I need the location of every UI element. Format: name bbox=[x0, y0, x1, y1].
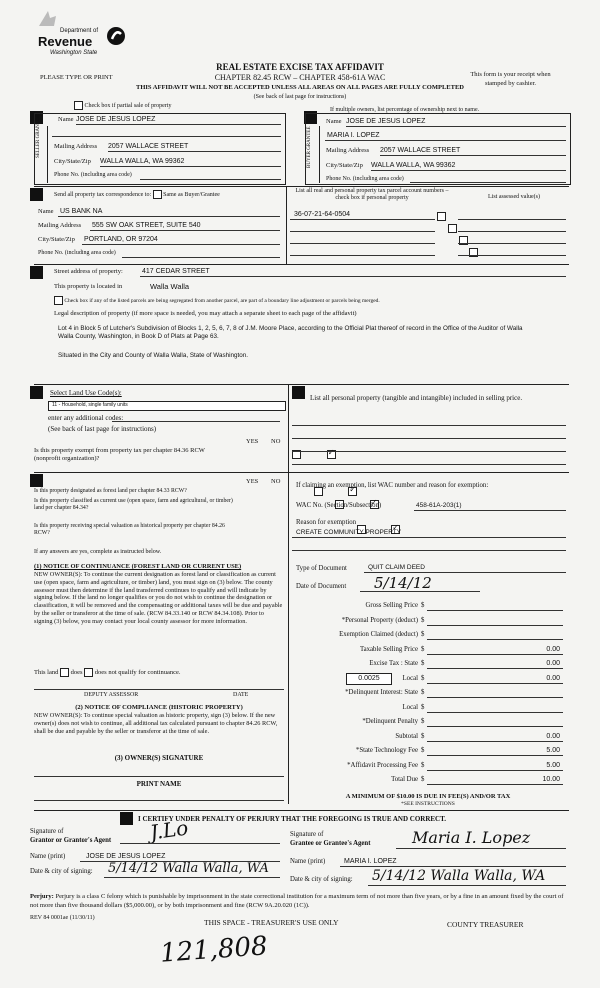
seller-city: WALLA WALLA, WA 99362 bbox=[100, 158, 185, 165]
corr-name: US BANK NA bbox=[60, 208, 103, 215]
tax-row-label: *Delinquent Interest: State bbox=[345, 689, 418, 696]
grantee-sig-label-2: Grantee or Grantee's Agent bbox=[290, 840, 371, 847]
wac-label: WAC No. (Section/Subsection) bbox=[296, 502, 382, 509]
yes-header-2: YES bbox=[246, 478, 259, 485]
doc-date-value: 5/14/12 bbox=[374, 574, 432, 592]
does-checkbox[interactable] bbox=[60, 668, 69, 677]
does-not-checkbox[interactable] bbox=[84, 668, 93, 677]
same-as-buyer-checkbox[interactable] bbox=[153, 190, 162, 199]
form-number: REV 84 0001ae (11/30/11) bbox=[30, 915, 95, 921]
form-subtitle: CHAPTER 82.45 RCW – CHAPTER 458-61A WAC bbox=[214, 73, 386, 82]
exemption-label: If claiming an exemption, list WAC number and reason for exemption: bbox=[296, 482, 489, 489]
correspondence-label: Send all property tax correspondence to: bbox=[54, 191, 152, 198]
tax-row-currency: $ bbox=[421, 645, 425, 653]
tax-row-currency: $ bbox=[421, 616, 425, 624]
wac-value: 458-61A-203(1) bbox=[416, 502, 462, 509]
located-value: Walla Walla bbox=[150, 282, 190, 291]
located-label: This property is located in bbox=[54, 283, 123, 290]
reason-label: Reason for exemption bbox=[296, 519, 357, 526]
treasurer-space: THIS SPACE - TREASURER'S USE ONLY bbox=[204, 918, 339, 927]
seller-address: 2057 WALLACE STREET bbox=[108, 143, 189, 150]
dept-line3: Washington State bbox=[50, 50, 98, 56]
tax-row-currency: $ bbox=[421, 732, 425, 740]
tax-row-label: *Personal Property (deduct) bbox=[341, 616, 418, 624]
seller-name-label: Name bbox=[58, 116, 74, 123]
buyer-phone-label: Phone No. (including area code) bbox=[326, 176, 404, 182]
question-historic: Is this property receiving special valuation as historical property per chapter 84.26 RCW? bbox=[34, 523, 225, 536]
question-current-use: Is this property classified as current use (open space, farm and agricultural, or timber) land per chapter 84.34? bbox=[34, 498, 233, 511]
buyer-name2: MARIA I. LOPEZ bbox=[327, 132, 380, 139]
receipt-note: This form is your receipt when stamped by cashier. bbox=[470, 71, 551, 87]
partial-sale-row bbox=[74, 101, 171, 110]
tax-row-currency: $ bbox=[421, 703, 425, 711]
local-rate-box[interactable]: 0.0025 bbox=[346, 673, 392, 685]
segregated-row bbox=[54, 296, 574, 305]
owner-signature-label: (3) OWNER(S) SIGNATURE bbox=[114, 754, 204, 762]
minimum-note: A MINIMUM OF $10.00 IS DUE IN FEE(S) AND/OR TAX bbox=[345, 793, 511, 800]
no-header-1: NO bbox=[271, 438, 281, 445]
buyer-side-label: BUYER GRANTEE bbox=[307, 126, 312, 168]
continuance-heading: (1) NOTICE OF CONTINUANCE (FOREST LAND OR CURRENT USE) bbox=[34, 563, 242, 570]
tax-row-currency: $ bbox=[421, 660, 425, 667]
tax-row-label: *Delinquent Penalty bbox=[362, 718, 418, 725]
street-label: Street address of property: bbox=[54, 268, 123, 275]
partial-sale-label: Check box if partial sale of property bbox=[84, 102, 172, 109]
no-header-2: NO bbox=[271, 478, 281, 485]
grantor-signature: J.Lo bbox=[148, 815, 190, 845]
land-use-additional: enter any additional codes: bbox=[48, 414, 124, 422]
grantee-sig-label bbox=[290, 830, 370, 848]
tax-row-label: *State Technology Fee bbox=[355, 747, 418, 754]
corr-city-label: City/State/Zip bbox=[38, 236, 75, 243]
buyer-city: WALLA WALLA, WA 99362 bbox=[371, 162, 456, 169]
county-treasurer: COUNTY TREASURER bbox=[447, 920, 524, 929]
tax-row-currency: $ bbox=[421, 674, 425, 682]
deputy-assessor-label: DEPUTY ASSESSOR bbox=[84, 692, 139, 698]
seller-city-label: City/State/Zip bbox=[54, 158, 91, 165]
if-yes-note: If any answers are yes, complete as instructed below. bbox=[34, 549, 162, 555]
legal-description: Lot 4 in Block 5 of Lutcher's Subdivision of Blocks 1, 2, 5, 6, 7, 8 of J.M. Moore Place, according to the Official Plat thereof of record in the Office of the Auditor of Walla Walla County, Washington, in Book D of Plats at Page 63. bbox=[58, 325, 523, 340]
tax-row-value[interactable]: 5.00 bbox=[546, 747, 560, 754]
tax-row-label: Excise Tax : State bbox=[369, 660, 418, 667]
legal-label: Legal description of property (if more space is needed, you may attach a separate sheet to each page of the affidavit) bbox=[54, 310, 357, 317]
tax-row-currency: $ bbox=[421, 602, 425, 609]
corr-name-label: Name bbox=[38, 208, 54, 215]
grantor-date-label: Date & city of signing: bbox=[30, 868, 93, 875]
form-title: REAL ESTATE EXCISE TAX AFFIDAVIT bbox=[216, 62, 384, 72]
section-marker-7 bbox=[292, 386, 305, 399]
please-type: PLEASE TYPE OR PRINT bbox=[40, 74, 113, 81]
tax-row-label: Local bbox=[402, 674, 418, 682]
tax-row-value[interactable]: 0.00 bbox=[546, 674, 560, 682]
seller-side-label: SELLER GRANTOR bbox=[36, 114, 41, 158]
tax-row-value[interactable]: 10.00 bbox=[542, 776, 560, 783]
tax-row-label: Gross Selling Price bbox=[365, 602, 418, 609]
does-not-label: does not qualify for continuance. bbox=[94, 668, 181, 676]
grantor-name-label: Name (print) bbox=[30, 853, 66, 860]
doc-type-value: QUIT CLAIM DEED bbox=[368, 564, 425, 571]
grantor-sig-label-2: Grantor or Grantor's Agent bbox=[30, 837, 112, 844]
segregated-label: Check box if any of the listed parcels are being segregated from another parcel, are part of a boundary line adjustment or parcels being merged. bbox=[64, 297, 380, 304]
perjury-note bbox=[30, 893, 570, 910]
perjury-text: Perjury is a class C felony which is punishable by imprisonment in the state correctional institution for a maximum term of not more than five years, or by a fine in an amount fixed by the court of not more than five thousand dollars ($5,000.00), or by both imprisonment and fine (RCW 9A.20.020 (1C)). bbox=[30, 893, 564, 909]
land-use-label: Select Land Use Code(s): bbox=[50, 389, 122, 397]
this-land-row bbox=[34, 668, 181, 677]
grantee-sig-label-1: Signature of bbox=[290, 831, 324, 838]
tax-row-currency: $ bbox=[421, 747, 425, 754]
yes-header-1: YES bbox=[246, 438, 259, 445]
tax-row-value[interactable]: 5.00 bbox=[546, 761, 560, 769]
grantee-date-city: 5/14/12 Walla Walla, WA bbox=[372, 868, 546, 884]
compliance-body: NEW OWNER(S): To continue special valuation as historic property, sign (3) below. If the new owner(s) does not wish to continue, all additional tax calculated pursuant to chapter 84.26 RCW, shall be due and payable by the seller or transferor at the time of sale. bbox=[34, 712, 278, 735]
seller-phone-label: Phone No. (including area code) bbox=[54, 172, 132, 178]
corr-phone-label: Phone No. (including area code) bbox=[38, 250, 116, 256]
doc-type-label: Type of Document bbox=[296, 565, 347, 572]
street-value: 417 CEDAR STREET bbox=[142, 268, 210, 275]
land-use-select[interactable] bbox=[48, 401, 286, 411]
parcel-number: 36-07-21-64-0504 bbox=[294, 211, 351, 218]
grantee-signature: Maria I. Lopez bbox=[412, 828, 531, 847]
tax-row-currency: $ bbox=[421, 761, 425, 769]
tax-row-label: Local bbox=[402, 703, 418, 711]
tax-row-label: Taxable Selling Price bbox=[359, 645, 418, 653]
assessed-header: List assessed value(s) bbox=[488, 194, 540, 200]
handwritten-number: 121,808 bbox=[159, 931, 269, 969]
grantee-name-label: Name (print) bbox=[290, 858, 326, 865]
segregated-checkbox[interactable] bbox=[54, 296, 63, 305]
multiple-owners-note: If multiple owners, list percentage of ownership next to name. bbox=[330, 107, 480, 113]
reason-value: CREATE COMMUNITY PROPERTY bbox=[296, 529, 402, 536]
section-marker-6 bbox=[30, 474, 43, 487]
does-label: does bbox=[70, 668, 83, 676]
corr-city: PORTLAND, OR 97204 bbox=[84, 236, 158, 243]
section-marker-8 bbox=[120, 812, 133, 825]
grantee-date-label: Date & city of signing: bbox=[290, 876, 353, 883]
dor-swirl-icon bbox=[106, 26, 126, 46]
parcel-personal-checkbox-2[interactable] bbox=[448, 224, 457, 233]
tax-row-currency: $ bbox=[421, 631, 425, 638]
buyer-addr-label: Mailing Address bbox=[326, 147, 370, 154]
date-label: DATE bbox=[233, 692, 249, 698]
compliance-heading: (2) NOTICE OF COMPLIANCE (HISTORIC PROPERTY) bbox=[75, 704, 243, 711]
parcel-personal-checkbox-1[interactable] bbox=[437, 212, 446, 221]
print-name-label: PRINT NAME bbox=[136, 780, 182, 788]
tax-row-value[interactable]: 0.00 bbox=[546, 660, 560, 667]
question-forest: Is this property designated as forest land per chapter 84.33 RCW? bbox=[34, 488, 187, 494]
grantor-sig-label bbox=[30, 827, 111, 845]
form-warning: THIS AFFIDAVIT WILL NOT BE ACCEPTED UNLESS ALL AREAS ON ALL PAGES ARE FULLY COMPLETED bbox=[136, 84, 464, 91]
perjury-title: Perjury: bbox=[30, 893, 54, 900]
grantor-name-value: JOSE DE JESUS LOPEZ bbox=[86, 853, 166, 860]
buyer-name-label: Name bbox=[326, 118, 342, 125]
question-exempt: Is this property exempt from property tax per chapter 84.36 RCW (nonprofit organization)? bbox=[34, 447, 205, 462]
tax-row-value[interactable]: 0.00 bbox=[546, 732, 560, 740]
same-as-buyer-label: Same as Buyer/Grantee bbox=[163, 191, 220, 198]
seller-addr-label: Mailing Address bbox=[54, 143, 98, 150]
see-back: (See back of last page for instructions) bbox=[253, 94, 347, 100]
buyer-city-label: City/State/Zip bbox=[326, 162, 363, 169]
tax-row-currency: $ bbox=[421, 689, 425, 696]
tax-row-value[interactable]: 0.00 bbox=[546, 645, 560, 653]
corr-addr-label: Mailing Address bbox=[38, 222, 82, 229]
grantor-sig-label-1: Signature of bbox=[30, 828, 64, 835]
personal-property-label: List all personal property (tangible and intangible) included in selling price. bbox=[310, 394, 523, 402]
section-marker-4 bbox=[30, 266, 43, 279]
certify-statement: I CERTIFY UNDER PENALTY OF PERJURY THAT THE FOREGOING IS TRUE AND CORRECT. bbox=[138, 815, 447, 823]
tax-row-label: Subtotal bbox=[395, 732, 418, 740]
buyer-address: 2057 WALLACE STREET bbox=[380, 147, 461, 154]
buyer-name1: JOSE DE JESUS LOPEZ bbox=[346, 118, 426, 125]
logo-hand-icon bbox=[36, 8, 60, 30]
seller-name: JOSE DE JESUS LOPEZ bbox=[76, 116, 156, 123]
partial-sale-checkbox[interactable] bbox=[74, 101, 83, 110]
tax-row-label: Total Due bbox=[391, 776, 418, 783]
continuance-body: NEW OWNER(S): To continue the current designation as forest land or classification as current use (open space, farm and agriculture, or timber) land, you must sign on (3) below. The county assessor must then determine if the land transferred continues to qualify and will indicate by signing below. If the land no longer qualifies or you do not wish to continue the designation or classification, it will be removed and the compensating or additional taxes will be due and payable by the seller or transferor at the time of sale. (RCW 84.33.140 or RCW 84.34.108). Prior to signing (3) below, you may contact your local county assessor for more information. bbox=[34, 571, 283, 625]
legal-description-2: Situated in the City and County of Walla Walla, State of Washington. bbox=[58, 352, 249, 359]
dept-line1: Department of bbox=[60, 28, 99, 34]
section-marker-5 bbox=[30, 386, 43, 399]
tax-row-currency: $ bbox=[421, 776, 425, 783]
tax-row-label: Exemption Claimed (deduct) bbox=[339, 631, 418, 638]
this-land-label: This land bbox=[34, 668, 59, 676]
tax-row-label: *Affidavit Processing Fee bbox=[347, 761, 418, 769]
see-instructions: *SEE INSTRUCTIONS bbox=[401, 801, 455, 807]
correspondence-row bbox=[54, 190, 220, 199]
corr-address: 555 SW OAK STREET, SUITE 540 bbox=[92, 222, 201, 229]
parcel-header: List all real and personal property tax parcel account numbers – check box if personal property bbox=[295, 188, 449, 201]
section-marker-3 bbox=[30, 188, 43, 201]
doc-date-label: Date of Document bbox=[296, 583, 347, 590]
tax-row-currency: $ bbox=[421, 718, 425, 725]
land-use-code: 11 - Household, single family units bbox=[52, 402, 128, 408]
land-use-see-back: (See back of last page for instructions) bbox=[48, 425, 157, 433]
dept-line2: Revenue bbox=[38, 34, 93, 49]
grantor-date-city: 5/14/12 Walla Walla, WA bbox=[108, 861, 269, 876]
grantee-name-value: MARIA I. LOPEZ bbox=[344, 858, 397, 865]
